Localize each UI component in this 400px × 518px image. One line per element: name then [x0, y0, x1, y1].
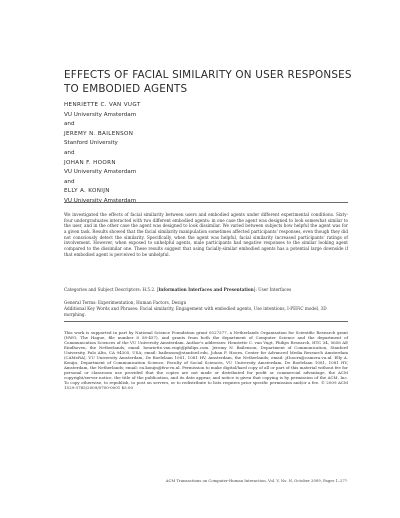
- author-name: HENRIETTE C. VAN VUGT: [64, 102, 141, 108]
- footnote-text: This work is supported in part by National Science Foundation grant 0527377, a Netherlands Organization for Scientific Research grant (NWO, The Hague, file number 8 58-457), and grants from both the department of Computer Science and the department of Communication Sciences of the VU University Amsterdam. Author's addresses: Henriette C. van Vugt, Philips Research, HTC 34, 5656 AE Eindhoven, the Netherlands; email: henriette.van.vugt@philips.com. Jeremy N. Bailenson, Department of Communication, Stanford University, Palo Alto, CA 94305, USA; email: bailenson@stanford.edu. Johan F. Hoorn, Center for Advanced Media Research Amsterdam (CAMeRA), VU University Amsterdam, De Boelelaan 1081, 1081 HV, Amsterdam, the Netherlands; email: jf.hoorn@camera.vu.nl. Elly A. Konijn, Department of Communication Science, Faculty of Social Sciences, VU University Amsterdam, De Boelelaan 1081, 1081 HV, Amsterdam, the Netherlands; email: ea.konijn@fsw.vu.nl. Permission to make digital/hard copy of all or part of this material without fee for personal or classroom use provided that the copies are not made or distributed for profit or commercial advantage, the ACM copyright/server notice, the title of the publication, and its date appear, and notice is given that copying is by permission of the ACM, Inc. To copy otherwise, to republish, to post on servers, or to redistribute to lists requires prior specific permission and/or a fee. © 2009 ACM 1529-3785/2009/0700-0001 $5.00: [64, 330, 348, 390]
- running-footer: ACM Transactions on Computer-Human Interaction, Vol. V, No. N, October 2009, Pages 1–27?.: [165, 478, 348, 483]
- author-name: ELLY A. KONIJN: [64, 188, 110, 195]
- author-name: JOHAN F. HOORN: [64, 159, 116, 166]
- categories-line: [64, 287, 348, 293]
- author-affiliation: VU University Amsterdam: [64, 111, 137, 118]
- abstract-top-rule: [64, 202, 348, 203]
- author-affiliation: VU University Amsterdam: [64, 169, 137, 176]
- abstract-text: We investigated the effects of facial similarity between users and embodied agents under different experimental conditions. Sixty-four undergraduates interacted with two different embodied agents: in one case the agent was designed to look somewhat similar to the user, and in the other case the agent was designed to look dissimilar. We varied between subjects how helpful the agent was for a given task. Results showed that the facial similarity manipulation sometimes affected participants' responses, even though they did not consciously detect the similarity. Specifically, when the agent was helpful, facial similarity increased participants' ratings of involvement. However, when exposed to unhelpful agents, male participants had negative responses to the similar looking agent compared to the dissimilar one. These results suggest that using facially-similar embodied agents has a potential large downside if that embodied agent is perceived to be unhelpful.: [64, 212, 348, 257]
- author-block: [64, 101, 354, 207]
- author-conjunction: and: [64, 149, 75, 156]
- author-name: JEREMY N. BAILENSON: [64, 130, 134, 137]
- paper-title: EFFECTS OF FACIAL SIMILARITY ON USER RESPONSES TO EMBODIED AGENTS: [64, 69, 352, 95]
- author-conjunction: and: [64, 121, 75, 128]
- author-affiliation: VU University Amsterdam: [64, 197, 137, 204]
- categories-prefix: Categories and Subject Descriptors: H.5.2. [: [64, 287, 159, 292]
- abstract-bottom-rule: [64, 321, 348, 322]
- general-terms-line: General Terms: Experimentation, Human Factors, Design: [64, 300, 187, 305]
- categories-suffix: ]: User Interfaces: [253, 287, 292, 292]
- keywords-line: Additional Key Words and Phrases: Facial similarity, Engagement with embodied agents, Use intentions, I-PEFiC model, 3D morphing.: [64, 306, 327, 317]
- author-conjunction: and: [64, 178, 75, 185]
- author-affiliation: Stanford University: [64, 140, 118, 147]
- categories-bold: Information Interfaces and Presentation: [158, 287, 254, 292]
